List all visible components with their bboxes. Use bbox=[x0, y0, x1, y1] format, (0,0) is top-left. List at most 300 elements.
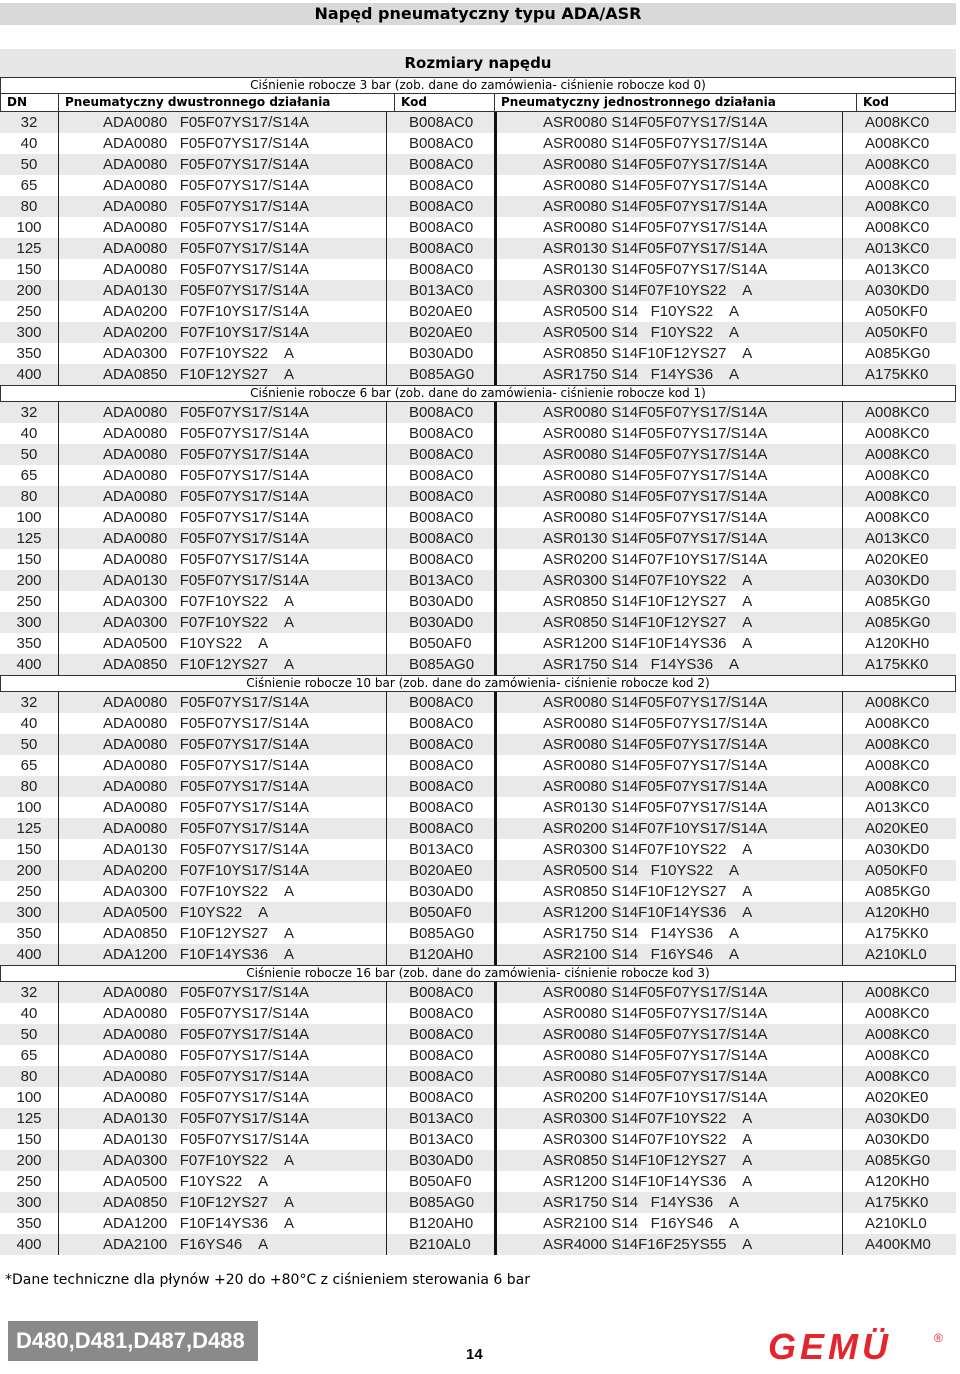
ada-cell: ADA0080 F05F07YS17/S14A bbox=[58, 402, 386, 423]
dn-cell: 400 bbox=[16, 1236, 42, 1253]
ada-cell: ADA0500 F10YS22 A bbox=[58, 633, 386, 654]
ada-cell: ADA0080 F05F07YS17/S14A bbox=[58, 1087, 386, 1108]
column-header-row bbox=[0, 94, 956, 112]
ada-cell: ADA0080 F05F07YS17/S14A bbox=[58, 692, 386, 713]
ada-cell: ADA0300 F07F10YS22 A bbox=[58, 591, 386, 612]
asr-cell: ASR0130 S14F05F07YS17/S14A bbox=[494, 238, 842, 259]
table-row bbox=[0, 1171, 956, 1192]
asr-code-cell: A030KD0 bbox=[842, 1129, 956, 1150]
ada-cell: ADA0130 F05F07YS17/S14A bbox=[58, 1108, 386, 1129]
asr-code-cell: A085KG0 bbox=[842, 343, 956, 364]
ada-code-cell: B085AG0 bbox=[386, 1192, 494, 1213]
asr-code-cell: A085KG0 bbox=[842, 881, 956, 902]
asr-cell: ASR0130 S14F05F07YS17/S14A bbox=[494, 528, 842, 549]
asr-cell: ASR0080 S14F05F07YS17/S14A bbox=[494, 465, 842, 486]
ada-code-cell: B008AC0 bbox=[386, 444, 494, 465]
asr-code-cell: A008KC0 bbox=[842, 196, 956, 217]
ada-cell: ADA0080 F05F07YS17/S14A bbox=[58, 755, 386, 776]
table-row bbox=[0, 465, 956, 486]
ada-code-cell: B030AD0 bbox=[386, 591, 494, 612]
asr-code-cell: A008KC0 bbox=[842, 982, 956, 1003]
dn-cell: 50 bbox=[20, 1026, 38, 1043]
dn-cell: 400 bbox=[16, 366, 42, 383]
asr-cell: ASR0850 S14F10F12YS27 A bbox=[494, 1150, 842, 1171]
ada-code-cell: B030AD0 bbox=[386, 881, 494, 902]
asr-code-cell: A020KE0 bbox=[842, 1087, 956, 1108]
ada-code-cell: B008AC0 bbox=[386, 528, 494, 549]
ada-cell: ADA0080 F05F07YS17/S14A bbox=[58, 444, 386, 465]
dn-cell: 100 bbox=[16, 1089, 42, 1106]
table-row bbox=[0, 839, 956, 860]
ada-code-cell: B008AC0 bbox=[386, 133, 494, 154]
asr-code-cell: A008KC0 bbox=[842, 755, 956, 776]
asr-code-cell: A175KK0 bbox=[842, 923, 956, 944]
ada-code-cell: B008AC0 bbox=[386, 465, 494, 486]
asr-code-cell: A008KC0 bbox=[842, 692, 956, 713]
table-row bbox=[0, 528, 956, 549]
dn-cell: 200 bbox=[16, 282, 42, 299]
ada-cell: ADA0080 F05F07YS17/S14A bbox=[58, 528, 386, 549]
asr-cell: ASR0080 S14F05F07YS17/S14A bbox=[494, 776, 842, 797]
table-row bbox=[0, 238, 956, 259]
ada-cell: ADA0200 F07F10YS17/S14A bbox=[58, 301, 386, 322]
table-row bbox=[0, 1150, 956, 1171]
dn-cell: 250 bbox=[16, 303, 42, 320]
asr-cell: ASR1750 S14 F14YS36 A bbox=[494, 1192, 842, 1213]
asr-code-cell: A175KK0 bbox=[842, 654, 956, 675]
asr-cell: ASR0500 S14 F10YS22 A bbox=[494, 301, 842, 322]
footnote: *Dane techniczne dla płynów +20 do +80°C z ciśnieniem sterowania 6 bar bbox=[5, 1272, 531, 1288]
table-row bbox=[0, 444, 956, 465]
ada-code-cell: B120AH0 bbox=[386, 1213, 494, 1234]
ada-cell: ADA0080 F05F07YS17/S14A bbox=[58, 776, 386, 797]
ada-code-cell: B008AC0 bbox=[386, 507, 494, 528]
asr-code-cell: A030KD0 bbox=[842, 570, 956, 591]
asr-code-cell: A008KC0 bbox=[842, 112, 956, 133]
asr-cell: ASR0080 S14F05F07YS17/S14A bbox=[494, 692, 842, 713]
ada-code-cell: B008AC0 bbox=[386, 1045, 494, 1066]
column-header: DN bbox=[1, 94, 59, 111]
asr-code-cell: A013KC0 bbox=[842, 259, 956, 280]
table-row bbox=[0, 154, 956, 175]
ada-cell: ADA0080 F05F07YS17/S14A bbox=[58, 486, 386, 507]
dn-cell: 32 bbox=[20, 404, 38, 421]
asr-cell: ASR0080 S14F05F07YS17/S14A bbox=[494, 982, 842, 1003]
table-row bbox=[0, 1045, 956, 1066]
dn-cell: 65 bbox=[20, 177, 38, 194]
asr-cell: ASR0080 S14F05F07YS17/S14A bbox=[494, 1003, 842, 1024]
table-row bbox=[0, 1234, 956, 1255]
table-row bbox=[0, 402, 956, 423]
asr-code-cell: A013KC0 bbox=[842, 238, 956, 259]
table-row bbox=[0, 612, 956, 633]
dn-cell: 100 bbox=[16, 219, 42, 236]
asr-cell: ASR0850 S14F10F12YS27 A bbox=[494, 343, 842, 364]
ada-code-cell: B013AC0 bbox=[386, 1108, 494, 1129]
asr-code-cell: A120KH0 bbox=[842, 1171, 956, 1192]
table-row bbox=[0, 692, 956, 713]
ada-code-cell: B030AD0 bbox=[386, 1150, 494, 1171]
asr-cell: ASR0300 S14F07F10YS22 A bbox=[494, 280, 842, 301]
dn-cell: 65 bbox=[20, 757, 38, 774]
table-row bbox=[0, 654, 956, 675]
asr-cell: ASR0300 S14F07F10YS22 A bbox=[494, 570, 842, 591]
ada-code-cell: B008AC0 bbox=[386, 154, 494, 175]
dn-cell: 80 bbox=[20, 198, 38, 215]
ada-cell: ADA0200 F07F10YS17/S14A bbox=[58, 860, 386, 881]
asr-cell: ASR0300 S14F07F10YS22 A bbox=[494, 1108, 842, 1129]
ada-code-cell: B020AE0 bbox=[386, 301, 494, 322]
ada-cell: ADA1200 F10F14YS36 A bbox=[58, 944, 386, 965]
table-row bbox=[0, 1024, 956, 1045]
asr-code-cell: A050KF0 bbox=[842, 322, 956, 343]
dn-cell: 350 bbox=[16, 635, 42, 652]
dn-cell: 125 bbox=[16, 240, 42, 257]
asr-code-cell: A008KC0 bbox=[842, 217, 956, 238]
table-row bbox=[0, 549, 956, 570]
asr-code-cell: A085KG0 bbox=[842, 612, 956, 633]
ada-cell: ADA0080 F05F07YS17/S14A bbox=[58, 175, 386, 196]
dn-cell: 200 bbox=[16, 572, 42, 589]
asr-code-cell: A120KH0 bbox=[842, 902, 956, 923]
dn-cell: 50 bbox=[20, 156, 38, 173]
ada-code-cell: B050AF0 bbox=[386, 633, 494, 654]
asr-code-cell: A008KC0 bbox=[842, 734, 956, 755]
ada-cell: ADA0080 F05F07YS17/S14A bbox=[58, 196, 386, 217]
ada-code-cell: B020AE0 bbox=[386, 322, 494, 343]
ada-cell: ADA0850 F10F12YS27 A bbox=[58, 654, 386, 675]
dn-cell: 65 bbox=[20, 1047, 38, 1064]
ada-code-cell: B008AC0 bbox=[386, 1003, 494, 1024]
ada-cell: ADA0080 F05F07YS17/S14A bbox=[58, 713, 386, 734]
dn-cell: 250 bbox=[16, 593, 42, 610]
asr-cell: ASR0850 S14F10F12YS27 A bbox=[494, 591, 842, 612]
table-row bbox=[0, 322, 956, 343]
dn-cell: 150 bbox=[16, 841, 42, 858]
table-row bbox=[0, 259, 956, 280]
ada-code-cell: B013AC0 bbox=[386, 570, 494, 591]
ada-cell: ADA0080 F05F07YS17/S14A bbox=[58, 217, 386, 238]
table-row bbox=[0, 944, 956, 965]
ada-cell: ADA0130 F05F07YS17/S14A bbox=[58, 1129, 386, 1150]
ada-cell: ADA0850 F10F12YS27 A bbox=[58, 923, 386, 944]
asr-cell: ASR0200 S14F07F10YS17/S14A bbox=[494, 818, 842, 839]
table-row bbox=[0, 217, 956, 238]
ada-code-cell: B008AC0 bbox=[386, 1087, 494, 1108]
asr-cell: ASR0080 S14F05F07YS17/S14A bbox=[494, 507, 842, 528]
table-row bbox=[0, 818, 956, 839]
page-title: Napęd pneumatyczny typu ADA/ASR bbox=[314, 4, 642, 23]
ada-code-cell: B008AC0 bbox=[386, 259, 494, 280]
asr-cell: ASR0080 S14F05F07YS17/S14A bbox=[494, 112, 842, 133]
ada-code-cell: B210AL0 bbox=[386, 1234, 494, 1255]
dn-cell: 400 bbox=[16, 656, 42, 673]
ada-cell: ADA2100 F16YS46 A bbox=[58, 1234, 386, 1255]
dn-cell: 150 bbox=[16, 261, 42, 278]
ada-cell: ADA0300 F07F10YS22 A bbox=[58, 612, 386, 633]
asr-cell: ASR0080 S14F05F07YS17/S14A bbox=[494, 423, 842, 444]
ada-code-cell: B008AC0 bbox=[386, 734, 494, 755]
ada-cell: ADA0080 F05F07YS17/S14A bbox=[58, 133, 386, 154]
ada-code-cell: B008AC0 bbox=[386, 112, 494, 133]
ada-cell: ADA0850 F10F12YS27 A bbox=[58, 364, 386, 385]
asr-code-cell: A085KG0 bbox=[842, 591, 956, 612]
table-row bbox=[0, 776, 956, 797]
dn-cell: 100 bbox=[16, 799, 42, 816]
asr-code-cell: A008KC0 bbox=[842, 133, 956, 154]
asr-cell: ASR2100 S14 F16YS46 A bbox=[494, 944, 842, 965]
ada-code-cell: B008AC0 bbox=[386, 423, 494, 444]
asr-code-cell: A175KK0 bbox=[842, 364, 956, 385]
asr-cell: ASR0130 S14F05F07YS17/S14A bbox=[494, 797, 842, 818]
ada-cell: ADA0080 F05F07YS17/S14A bbox=[58, 1066, 386, 1087]
dn-cell: 40 bbox=[20, 425, 38, 442]
asr-code-cell: A050KF0 bbox=[842, 860, 956, 881]
table-title: Rozmiary napędu bbox=[0, 49, 956, 77]
ada-cell: ADA0080 F05F07YS17/S14A bbox=[58, 238, 386, 259]
logo-text: GEMÜ bbox=[768, 1328, 892, 1364]
ada-cell: ADA0080 F05F07YS17/S14A bbox=[58, 549, 386, 570]
ada-code-cell: B008AC0 bbox=[386, 217, 494, 238]
asr-code-cell: A020KE0 bbox=[842, 818, 956, 839]
section-rows bbox=[0, 982, 956, 1255]
ada-code-cell: B013AC0 bbox=[386, 839, 494, 860]
ada-code-cell: B008AC0 bbox=[386, 692, 494, 713]
asr-code-cell: A008KC0 bbox=[842, 713, 956, 734]
dn-cell: 300 bbox=[16, 614, 42, 631]
table-row bbox=[0, 755, 956, 776]
asr-cell: ASR0080 S14F05F07YS17/S14A bbox=[494, 444, 842, 465]
asr-code-cell: A008KC0 bbox=[842, 486, 956, 507]
ada-cell: ADA0500 F10YS22 A bbox=[58, 1171, 386, 1192]
dn-cell: 300 bbox=[16, 904, 42, 921]
dn-cell: 125 bbox=[16, 530, 42, 547]
dn-cell: 150 bbox=[16, 551, 42, 568]
dn-cell: 40 bbox=[20, 715, 38, 732]
dn-cell: 125 bbox=[16, 820, 42, 837]
asr-cell: ASR0080 S14F05F07YS17/S14A bbox=[494, 734, 842, 755]
ada-cell: ADA0300 F07F10YS22 A bbox=[58, 1150, 386, 1171]
asr-code-cell: A175KK0 bbox=[842, 1192, 956, 1213]
dn-cell: 125 bbox=[16, 1110, 42, 1127]
ada-code-cell: B008AC0 bbox=[386, 797, 494, 818]
ada-code-cell: B008AC0 bbox=[386, 713, 494, 734]
ada-cell: ADA0500 F10YS22 A bbox=[58, 902, 386, 923]
asr-code-cell: A013KC0 bbox=[842, 797, 956, 818]
asr-cell: ASR0500 S14 F10YS22 A bbox=[494, 860, 842, 881]
asr-cell: ASR0080 S14F05F07YS17/S14A bbox=[494, 217, 842, 238]
table-row bbox=[0, 570, 956, 591]
dn-cell: 350 bbox=[16, 925, 42, 942]
asr-cell: ASR0500 S14 F10YS22 A bbox=[494, 322, 842, 343]
dn-cell: 80 bbox=[20, 778, 38, 795]
logo-registered-mark: ® bbox=[934, 1331, 943, 1345]
asr-cell: ASR0130 S14F05F07YS17/S14A bbox=[494, 259, 842, 280]
ada-code-cell: B008AC0 bbox=[386, 238, 494, 259]
ada-code-cell: B013AC0 bbox=[386, 1129, 494, 1150]
dn-cell: 32 bbox=[20, 114, 38, 131]
asr-cell: ASR0080 S14F05F07YS17/S14A bbox=[494, 1045, 842, 1066]
dn-cell: 32 bbox=[20, 694, 38, 711]
table-row bbox=[0, 923, 956, 944]
asr-code-cell: A085KG0 bbox=[842, 1150, 956, 1171]
table-row bbox=[0, 507, 956, 528]
table-row bbox=[0, 1003, 956, 1024]
asr-cell: ASR1750 S14 F14YS36 A bbox=[494, 654, 842, 675]
asr-cell: ASR0080 S14F05F07YS17/S14A bbox=[494, 713, 842, 734]
asr-code-cell: A008KC0 bbox=[842, 175, 956, 196]
ada-cell: ADA0080 F05F07YS17/S14A bbox=[58, 507, 386, 528]
section-rows bbox=[0, 692, 956, 965]
column-header: Kod bbox=[863, 95, 889, 109]
dn-cell: 350 bbox=[16, 1215, 42, 1232]
asr-code-cell: A210KL0 bbox=[842, 1213, 956, 1234]
ada-cell: ADA0080 F05F07YS17/S14A bbox=[58, 797, 386, 818]
section-rows bbox=[0, 112, 956, 385]
asr-cell: ASR0080 S14F05F07YS17/S14A bbox=[494, 1066, 842, 1087]
ada-code-cell: B008AC0 bbox=[386, 982, 494, 1003]
asr-cell: ASR0080 S14F05F07YS17/S14A bbox=[494, 486, 842, 507]
ada-cell: ADA0080 F05F07YS17/S14A bbox=[58, 259, 386, 280]
section-heading: Ciśnienie robocze 6 bar (zob. dane do zamówienia- ciśnienie robocze kod 1) bbox=[0, 385, 956, 402]
asr-code-cell: A008KC0 bbox=[842, 423, 956, 444]
dn-cell: 250 bbox=[16, 883, 42, 900]
ada-code-cell: B085AG0 bbox=[386, 923, 494, 944]
ada-code-cell: B008AC0 bbox=[386, 175, 494, 196]
dn-cell: 100 bbox=[16, 509, 42, 526]
table-sections bbox=[0, 77, 956, 1255]
table-row bbox=[0, 881, 956, 902]
dn-cell: 80 bbox=[20, 1068, 38, 1085]
ada-code-cell: B085AG0 bbox=[386, 654, 494, 675]
ada-cell: ADA0130 F05F07YS17/S14A bbox=[58, 280, 386, 301]
asr-cell: ASR0080 S14F05F07YS17/S14A bbox=[494, 755, 842, 776]
table-row bbox=[0, 486, 956, 507]
asr-code-cell: A008KC0 bbox=[842, 444, 956, 465]
ada-code-cell: B013AC0 bbox=[386, 280, 494, 301]
table-row bbox=[0, 423, 956, 444]
table-row bbox=[0, 860, 956, 881]
sizes-table bbox=[0, 49, 956, 1255]
asr-cell: ASR1200 S14F10F14YS36 A bbox=[494, 1171, 842, 1192]
table-row bbox=[0, 175, 956, 196]
dn-cell: 50 bbox=[20, 736, 38, 753]
table-row bbox=[0, 713, 956, 734]
ada-code-cell: B008AC0 bbox=[386, 1066, 494, 1087]
asr-cell: ASR0850 S14F10F12YS27 A bbox=[494, 881, 842, 902]
dn-cell: 300 bbox=[16, 324, 42, 341]
asr-code-cell: A210KL0 bbox=[842, 944, 956, 965]
asr-code-cell: A008KC0 bbox=[842, 1003, 956, 1024]
section-heading: Ciśnienie robocze 10 bar (zob. dane do zamówienia- ciśnienie robocze kod 2) bbox=[0, 675, 956, 692]
section-heading: Ciśnienie robocze 3 bar (zob. dane do zamówienia- ciśnienie robocze kod 0) bbox=[0, 77, 956, 94]
asr-code-cell: A008KC0 bbox=[842, 1045, 956, 1066]
table-row bbox=[0, 797, 956, 818]
dn-cell: 200 bbox=[16, 862, 42, 879]
ada-code-cell: B008AC0 bbox=[386, 776, 494, 797]
table-row bbox=[0, 343, 956, 364]
dn-cell: 40 bbox=[20, 135, 38, 152]
ada-cell: ADA0080 F05F07YS17/S14A bbox=[58, 112, 386, 133]
ada-cell: ADA0080 F05F07YS17/S14A bbox=[58, 465, 386, 486]
ada-cell: ADA0850 F10F12YS27 A bbox=[58, 1192, 386, 1213]
asr-code-cell: A400KM0 bbox=[842, 1234, 956, 1255]
ada-code-cell: B050AF0 bbox=[386, 1171, 494, 1192]
table-row bbox=[0, 1129, 956, 1150]
ada-code-cell: B008AC0 bbox=[386, 196, 494, 217]
dn-cell: 32 bbox=[20, 984, 38, 1001]
table-row bbox=[0, 280, 956, 301]
ada-code-cell: B030AD0 bbox=[386, 612, 494, 633]
document-codes: D480,D481,D487,D488 bbox=[8, 1321, 258, 1361]
asr-code-cell: A008KC0 bbox=[842, 465, 956, 486]
asr-code-cell: A120KH0 bbox=[842, 633, 956, 654]
table-row bbox=[0, 633, 956, 654]
asr-cell: ASR4000 S14F16F25YS55 A bbox=[494, 1234, 842, 1255]
table-row bbox=[0, 1192, 956, 1213]
table-row bbox=[0, 591, 956, 612]
table-row bbox=[0, 364, 956, 385]
ada-code-cell: B008AC0 bbox=[386, 818, 494, 839]
table-row bbox=[0, 112, 956, 133]
gemu-logo bbox=[766, 1328, 948, 1364]
asr-code-cell: A050KF0 bbox=[842, 301, 956, 322]
asr-code-cell: A020KE0 bbox=[842, 549, 956, 570]
ada-code-cell: B008AC0 bbox=[386, 1024, 494, 1045]
ada-code-cell: B050AF0 bbox=[386, 902, 494, 923]
asr-code-cell: A030KD0 bbox=[842, 280, 956, 301]
asr-code-cell: A013KC0 bbox=[842, 528, 956, 549]
dn-cell: 200 bbox=[16, 1152, 42, 1169]
table-row bbox=[0, 301, 956, 322]
dn-cell: 250 bbox=[16, 1173, 42, 1190]
asr-cell: ASR1200 S14F10F14YS36 A bbox=[494, 902, 842, 923]
asr-cell: ASR0300 S14F07F10YS22 A bbox=[494, 1129, 842, 1150]
ada-cell: ADA0080 F05F07YS17/S14A bbox=[58, 154, 386, 175]
ada-code-cell: B030AD0 bbox=[386, 343, 494, 364]
asr-cell: ASR1750 S14 F14YS36 A bbox=[494, 923, 842, 944]
asr-cell: ASR0200 S14F07F10YS17/S14A bbox=[494, 549, 842, 570]
dn-cell: 65 bbox=[20, 467, 38, 484]
column-header: Kod bbox=[395, 94, 495, 111]
ada-cell: ADA0080 F05F07YS17/S14A bbox=[58, 982, 386, 1003]
page-header bbox=[0, 3, 956, 25]
asr-cell: ASR0080 S14F05F07YS17/S14A bbox=[494, 196, 842, 217]
ada-code-cell: B120AH0 bbox=[386, 944, 494, 965]
dn-cell: 350 bbox=[16, 345, 42, 362]
asr-cell: ASR2100 S14 F16YS46 A bbox=[494, 1213, 842, 1234]
asr-cell: ASR0850 S14F10F12YS27 A bbox=[494, 612, 842, 633]
asr-cell: ASR1750 S14 F14YS36 A bbox=[494, 364, 842, 385]
dn-cell: 400 bbox=[16, 946, 42, 963]
table-row bbox=[0, 734, 956, 755]
asr-code-cell: A008KC0 bbox=[842, 507, 956, 528]
page-number: 14 bbox=[466, 1346, 483, 1363]
asr-code-cell: A030KD0 bbox=[842, 1108, 956, 1129]
ada-cell: ADA0200 F07F10YS17/S14A bbox=[58, 322, 386, 343]
dn-cell: 40 bbox=[20, 1005, 38, 1022]
asr-cell: ASR1200 S14F10F14YS36 A bbox=[494, 633, 842, 654]
ada-code-cell: B008AC0 bbox=[386, 486, 494, 507]
dn-cell: 150 bbox=[16, 1131, 42, 1148]
asr-code-cell: A008KC0 bbox=[842, 1024, 956, 1045]
asr-code-cell: A008KC0 bbox=[842, 402, 956, 423]
ada-cell: ADA0080 F05F07YS17/S14A bbox=[58, 1024, 386, 1045]
table-row bbox=[0, 982, 956, 1003]
asr-cell: ASR0080 S14F05F07YS17/S14A bbox=[494, 154, 842, 175]
asr-code-cell: A008KC0 bbox=[842, 776, 956, 797]
section-rows bbox=[0, 402, 956, 675]
